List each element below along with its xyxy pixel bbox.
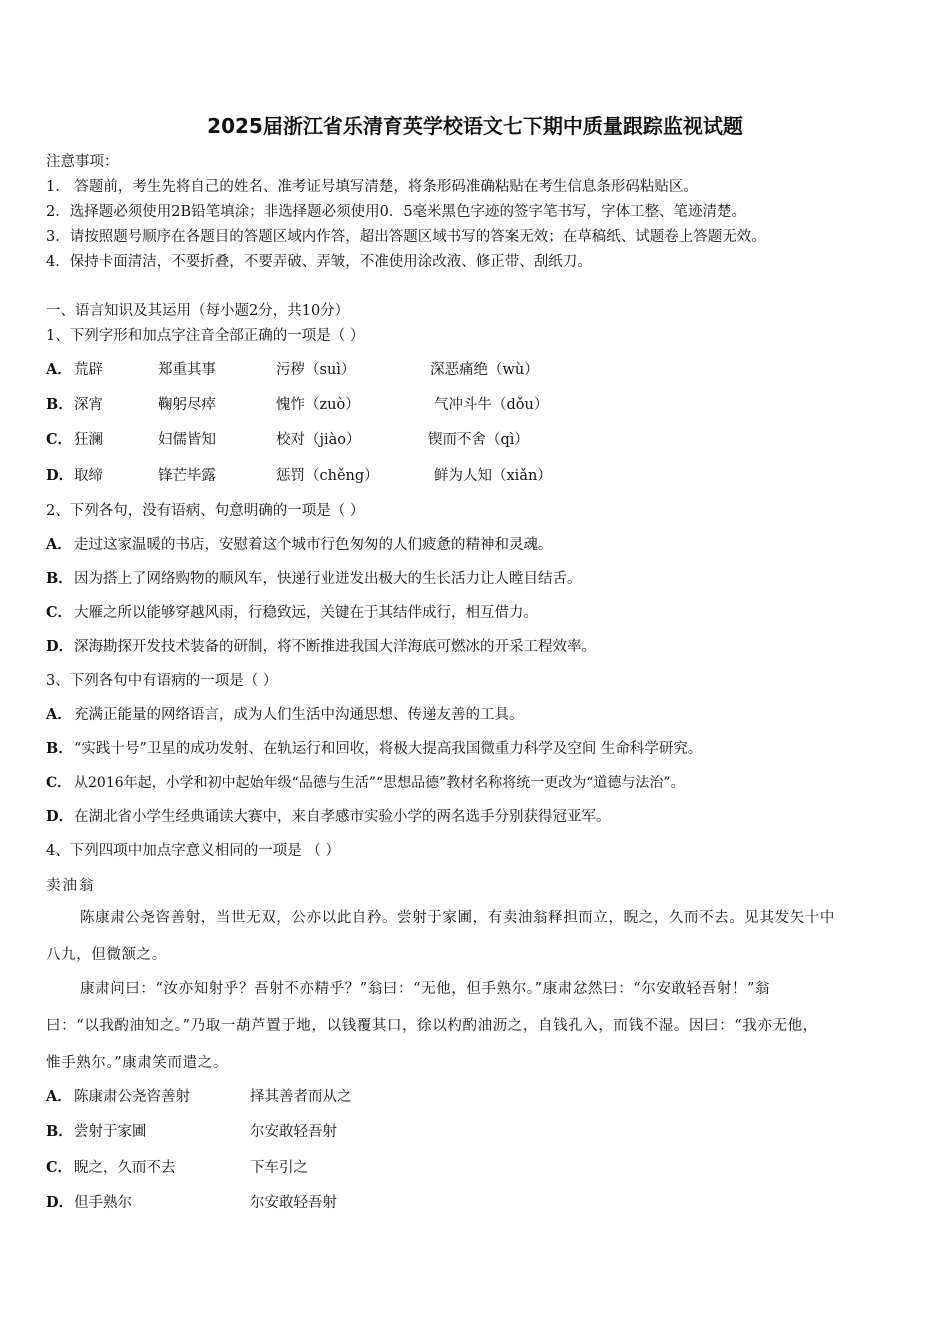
option-cell: 荒辟: [74, 362, 103, 378]
notes-heading: 注意事项：: [46, 154, 119, 170]
option-text: 从2016年起，小学和初中起始年级“品德与生活”“思想品德”教材名称将统一更改为“道德与法治”。: [74, 775, 685, 791]
option-text: 走过这家温暖的书店，安慰着这个城市行色匆匆的人们疲惫的精神和灵魂。: [74, 537, 553, 553]
question-2-option: [46, 637, 596, 657]
option-cell: 尔安敢轻吾射: [250, 1195, 337, 1211]
option-text: “实践十号”卫星的成功发射、在轨运行和回收，将极大提高我国微重力科学及空间 生命科学研究。: [74, 741, 703, 757]
option-letter: C．: [46, 431, 73, 448]
option-text: 深海勘探开发技术装备的研制，将不断推进我国大洋海底可燃冰的开采工程效率。: [74, 639, 596, 655]
question-3-option: [46, 807, 611, 827]
option-letter: A．: [46, 1088, 72, 1105]
option-letter: A．: [46, 536, 72, 553]
option-letter: C．: [46, 604, 73, 621]
option-letter: A．: [46, 361, 72, 378]
option-cell: 校对（jiào）: [276, 432, 361, 448]
option-cell: 愧怍（zuò）: [276, 397, 360, 413]
option-letter: A．: [46, 706, 72, 723]
option-text: 在湖北省小学生经典诵读大赛中，来自孝感市实验小学的两名选手分别获得冠亚军。: [74, 809, 611, 825]
question-2-stem: 2、下列各句，没有语病、句意明确的一项是（ ）: [46, 503, 365, 519]
option-letter: C．: [46, 775, 72, 791]
option-cell: 锋芒毕露: [158, 468, 216, 484]
note-item: 3．请按照题号顺序在各题目的答题区域内作答，超出答题区域书写的答案无效；在草稿纸、试题卷上答题无效。: [46, 229, 766, 245]
option-letter: B．: [46, 740, 73, 757]
option-cell: 下车引之: [250, 1160, 308, 1176]
question-4-stem: 4、下列四项中加点字意义相同的一项是 （ ）: [46, 843, 340, 859]
note-item: 2．选择题必须使用2B铅笔填涂；非选择题必须使用0．5毫米黑色字迹的签字笔书写，字体工整、笔迹清楚。: [46, 204, 747, 220]
option-letter: B．: [46, 570, 73, 587]
question-2-option: [46, 569, 582, 589]
question-1-stem: 1、下列字形和加点字注音全部正确的一项是（ ）: [46, 328, 365, 344]
option-cell: 鞠躬尽瘁: [158, 397, 216, 413]
passage-line: 陈康肃公尧咨善射，当世无双，公亦以此自矜。尝射于家圃，有卖油翁释担而立，睨之，久而不去。见其发矢十中: [80, 910, 835, 926]
option-letter: D．: [46, 638, 74, 655]
option-cell: 鲜为人知（xiǎn）: [434, 468, 552, 484]
passage-line: 惟手熟尔。”康肃笑而遣之。: [46, 1055, 228, 1071]
note-item: 4．保持卡面清洁，不要折叠，不要弄破、弄皱，不准使用涂改液、修正带、刮纸刀。: [46, 254, 592, 270]
option-cell: 深恶痛绝（wù）: [430, 362, 539, 378]
option-letter: B．: [46, 396, 73, 413]
option-cell: 取缔: [74, 468, 103, 484]
option-cell: 郑重其事: [158, 362, 216, 378]
option-text: 因为搭上了网络购物的顺风车，快递行业迸发出极大的生长活力让人瞠目结舌。: [74, 571, 582, 587]
passage-line: 曰：“以我酌油知之。”乃取一葫芦置于地，以钱覆其口，徐以杓酌油沥之，自钱孔入，而钱不湿。因曰：“我亦无他，: [46, 1018, 818, 1034]
passage-title: 卖油翁: [46, 878, 96, 894]
option-cell: 锲而不舍（qì）: [428, 432, 529, 448]
option-letter: C．: [46, 1159, 73, 1176]
question-3-stem: 3、下列各句中有语病的一项是（ ）: [46, 673, 278, 689]
question-2-option: [46, 535, 553, 555]
option-cell: 尔安敢轻吾射: [250, 1124, 337, 1140]
option-letter: D．: [46, 1194, 74, 1211]
option-cell: 尝射于家圃: [74, 1124, 147, 1140]
option-letter: D．: [46, 467, 74, 484]
option-text: 充满正能量的网络语言，成为人们生活中沟通思想、传递友善的工具。: [74, 707, 524, 723]
option-cell: 陈康肃公尧咨善射: [74, 1089, 190, 1105]
question-3-option: [46, 773, 685, 793]
option-cell: 深宵: [74, 397, 103, 413]
option-cell: 惩罚（chěng）: [276, 468, 379, 484]
option-cell: 狂澜: [74, 432, 103, 448]
question-3-option: [46, 705, 524, 725]
section-heading: 一、语言知识及其运用（每小题2分，共10分）: [46, 303, 350, 319]
option-letter: B．: [46, 1123, 73, 1140]
option-letter: D．: [46, 808, 74, 825]
question-2-option: [46, 603, 538, 623]
option-cell: 睨之，久而不去: [74, 1160, 176, 1176]
passage-line: 康肃问曰：“汝亦知射乎？吾射不亦精乎？”翁曰：“无他，但手熟尔。”康肃忿然曰：“尔安敢轻吾射！”翁: [80, 981, 771, 997]
option-cell: 气冲斗牛（dǒu）: [434, 397, 549, 413]
page-title: 2025届浙江省乐清育英学校语文七下期中质量跟踪监视试题: [207, 114, 743, 138]
option-cell: 妇儒皆知: [158, 432, 216, 448]
passage-line: 八九，但微颔之。: [46, 947, 167, 963]
option-cell: 择其善者而从之: [250, 1089, 352, 1105]
option-text: 大雁之所以能够穿越风雨，行稳致远，关键在于其结伴成行，相互借力。: [74, 605, 538, 621]
option-cell: 但手熟尔: [74, 1195, 132, 1211]
option-cell: 污秽（suì）: [276, 362, 356, 378]
question-3-option: [46, 739, 702, 759]
note-item: 1． 答题前，考生先将自己的姓名、准考证号填写清楚，将条形码准确粘贴在考生信息条形码粘贴区。: [46, 179, 698, 195]
